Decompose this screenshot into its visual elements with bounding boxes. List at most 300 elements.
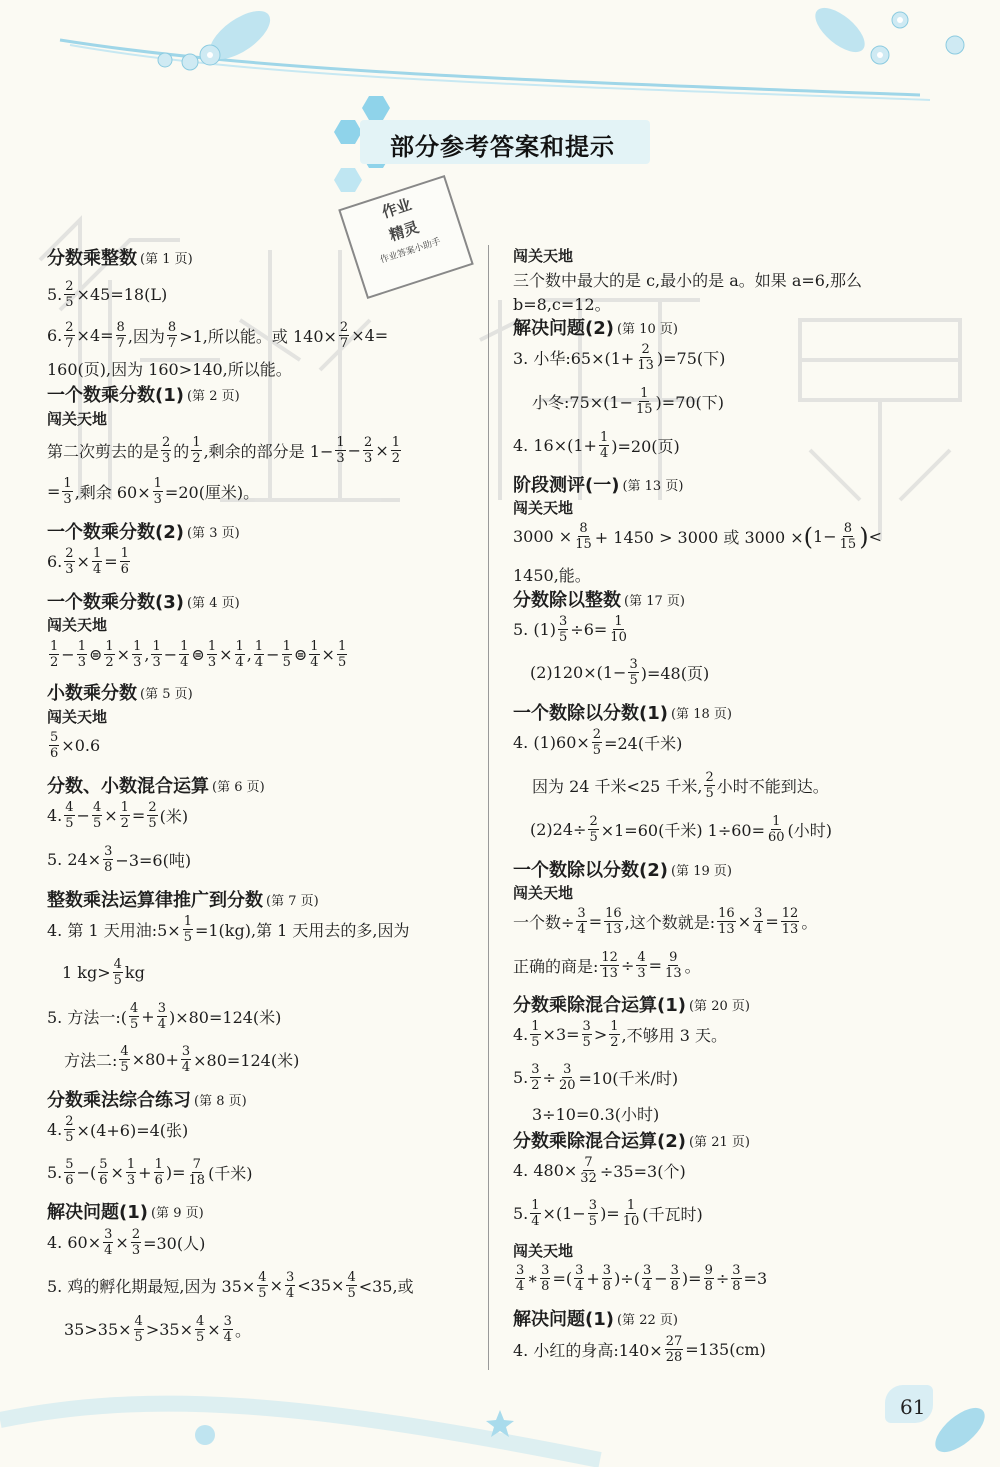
page-ref: (第 21 页): [688, 1134, 750, 1150]
text: >: [593, 1025, 608, 1044]
fraction: [609, 1019, 619, 1050]
denominator: 3: [77, 655, 86, 670]
text: ⊜: [191, 645, 205, 664]
text: ⊜: [88, 645, 103, 664]
subheading: 闯关天地: [513, 1242, 574, 1260]
fraction: [103, 844, 113, 875]
page-ref: (第 20 页): [688, 998, 750, 1014]
text: ×(1−: [542, 1204, 586, 1223]
text: 4. (1)60×: [513, 733, 590, 752]
answer-line: [513, 906, 817, 937]
denominator: 4: [516, 1279, 525, 1294]
text: −: [266, 645, 280, 664]
text: ,这个数就是:: [624, 913, 716, 932]
denominator: 2: [391, 451, 401, 466]
subheading: 闯关天地: [47, 708, 108, 726]
fraction: [781, 906, 800, 937]
text: 4. 第 1 天用油:5×: [47, 921, 181, 940]
answer-line: [62, 957, 145, 988]
text: −: [61, 645, 75, 664]
text: ×: [737, 912, 752, 931]
page-ref: (第 13 页): [622, 478, 684, 494]
denominator: 8: [104, 860, 113, 875]
fraction: [103, 1227, 113, 1258]
fraction: [49, 730, 59, 761]
section-title: 分数乘法综合练习: [47, 1090, 191, 1111]
page-ref: (第 19 页): [670, 863, 732, 879]
answer-line: [513, 950, 701, 981]
answer-line: [47, 435, 403, 466]
numerator: 1: [105, 639, 114, 654]
text: =3: [743, 1269, 768, 1288]
answer-line: [47, 639, 349, 670]
denominator: 32: [580, 1171, 597, 1186]
fraction: [363, 435, 373, 466]
fraction: [642, 1263, 652, 1294]
page-ref: (第 4 页): [186, 595, 240, 611]
section-title: 小数乘分数: [47, 683, 137, 704]
text: ,剩余的部分是 1−: [203, 442, 334, 461]
fraction: [574, 521, 593, 552]
section-heading: [513, 1305, 678, 1331]
numerator: 3: [559, 614, 568, 629]
text: =30(人): [143, 1234, 206, 1253]
text: ×: [76, 552, 90, 571]
denominator: 5: [130, 1017, 139, 1032]
section-title: 分数除以整数: [513, 590, 621, 611]
denominator: 7: [167, 336, 177, 351]
answer-line: [47, 730, 100, 761]
numerator: 3: [563, 1062, 572, 1077]
numerator: 3: [541, 1263, 550, 1278]
text: )=: [600, 1204, 620, 1223]
text: ×0.6: [61, 736, 101, 755]
text: 5. 鸡的孵化期最短,因为 35×: [47, 1277, 256, 1296]
numerator: 2: [364, 435, 373, 450]
fraction: [154, 1157, 164, 1188]
denominator: 3: [133, 655, 142, 670]
text: 5. 方法一:(: [47, 1008, 127, 1027]
section-title: 一个数乘分数(2): [47, 522, 184, 543]
numerator: 3: [582, 1019, 591, 1034]
denominator: 5: [282, 655, 291, 670]
denominator: 3: [637, 966, 646, 981]
section-heading: [47, 679, 193, 705]
text: ×: [375, 441, 389, 460]
text: ×1=60(千米) 1÷60=: [600, 821, 765, 840]
text: ÷: [715, 1269, 730, 1288]
denominator: 15: [636, 402, 653, 417]
answer-line: [64, 1314, 251, 1345]
denominator: 3: [63, 492, 72, 507]
fraction: [161, 435, 171, 466]
numerator: 2: [339, 320, 349, 335]
numerator: 4: [258, 1270, 267, 1285]
numerator: 3: [754, 906, 763, 921]
section-title: 分数乘除混合运算(2): [513, 1131, 686, 1152]
section-heading: [47, 518, 240, 544]
denominator: 13: [605, 922, 622, 937]
text: 小冬:75×(1−: [532, 393, 633, 412]
denominator: 5: [120, 1060, 129, 1075]
fraction: [670, 1263, 680, 1294]
section-heading: [513, 314, 678, 340]
numerator: 1: [152, 639, 161, 654]
denominator: 8: [602, 1279, 612, 1294]
numerator: 1: [120, 546, 129, 561]
fraction: [64, 1157, 74, 1188]
section-title: 分数乘除混合运算(1): [513, 995, 686, 1016]
denominator: 3: [153, 492, 162, 507]
page-number: 61: [900, 1395, 926, 1419]
answer-line: [47, 1227, 205, 1258]
fraction: [104, 639, 114, 670]
denominator: 4: [180, 655, 189, 670]
numerator: 3: [181, 1044, 191, 1059]
answer-line: [513, 1263, 767, 1294]
numerator: 1: [207, 639, 217, 654]
column-divider: [488, 245, 489, 1370]
denominator: 13: [601, 966, 618, 981]
text: kg: [124, 963, 145, 982]
text: ,剩余 60×: [74, 483, 151, 502]
denominator: 4: [181, 1060, 191, 1075]
denominator: 6: [154, 1173, 163, 1188]
text: (千米): [208, 1164, 253, 1183]
text: (2)120×(1−: [530, 663, 627, 682]
text: =10(千米/时): [578, 1069, 679, 1088]
answer-line: [47, 476, 259, 507]
page-ref: (第 18 页): [670, 706, 732, 722]
fraction: [181, 1044, 191, 1075]
section-title: 整数乘法运算律推广到分数: [47, 890, 263, 911]
fraction: [636, 342, 655, 373]
text: ×4=: [76, 326, 114, 345]
denominator: 28: [665, 1350, 683, 1365]
page-ref: (第 22 页): [616, 1312, 678, 1328]
denominator: 18: [188, 1173, 206, 1188]
page-ref: (第 10 页): [616, 321, 678, 337]
section-heading: [513, 856, 732, 882]
numerator: 4: [92, 800, 102, 815]
numerator: 2: [65, 546, 74, 561]
fraction: [753, 906, 763, 937]
section-heading: [513, 586, 685, 612]
denominator: 5: [65, 295, 74, 310]
text: ×80+: [131, 1050, 179, 1069]
numerator: 9: [704, 1263, 713, 1278]
text: ÷: [620, 956, 635, 975]
page-ref: (第 5 页): [140, 686, 193, 702]
section-title: 解决问题(1): [513, 1309, 614, 1330]
answer-line: [532, 770, 829, 801]
fraction: [600, 950, 619, 981]
fraction: [129, 1001, 139, 1032]
numerator: 16: [605, 906, 622, 921]
denominator: 2: [531, 1078, 540, 1093]
text: ÷: [542, 1068, 556, 1087]
fraction: [576, 906, 586, 937]
denominator: 4: [310, 655, 319, 670]
text: ÷35=3(个): [599, 1162, 686, 1181]
numerator: 3: [157, 1001, 166, 1016]
denominator: 3: [207, 655, 217, 670]
text: 4.: [47, 1120, 63, 1139]
denominator: 8: [541, 1279, 550, 1294]
answer-line: [47, 1114, 188, 1145]
fraction: [588, 814, 598, 845]
denominator: 5: [592, 743, 602, 758]
section-title: 阶段测评(一): [513, 475, 620, 496]
fraction: [558, 614, 568, 645]
denominator: 5: [195, 1330, 205, 1345]
fraction: [717, 906, 736, 937]
section-title: 分数、小数混合运算: [47, 776, 209, 797]
numerator: 2: [705, 770, 714, 785]
numerator: 1: [92, 546, 102, 561]
numerator: 1: [235, 639, 244, 654]
section-heading: [47, 244, 193, 270]
fraction: [167, 320, 177, 351]
denominator: 5: [148, 816, 157, 831]
denominator: 4: [754, 922, 763, 937]
text: 4. 16×(1+: [513, 436, 597, 455]
numerator: 1: [63, 476, 72, 491]
text: −(: [76, 1163, 97, 1182]
subheading: 闯关天地: [47, 410, 108, 428]
numerator: 1: [77, 639, 86, 654]
text: =: [765, 912, 779, 931]
text: ×: [110, 1163, 124, 1182]
numerator: 1: [126, 1157, 136, 1172]
answer-line: [530, 657, 709, 688]
page-ref: (第 3 页): [186, 525, 240, 541]
answer-line: [513, 1198, 703, 1229]
text: =: [588, 912, 603, 931]
text: ×4=: [351, 326, 389, 345]
numerator: 3: [577, 906, 586, 921]
fraction: [622, 1198, 641, 1229]
text: −: [163, 645, 178, 664]
numerator: 1: [626, 1198, 636, 1213]
numerator: 2: [131, 1227, 141, 1242]
fraction: [98, 1157, 108, 1188]
answer-line: [532, 386, 724, 417]
numerator: 7: [584, 1155, 593, 1170]
denominator: 2: [610, 1035, 619, 1050]
section-heading: [47, 1198, 204, 1224]
fraction: [391, 435, 401, 466]
answer-line: [513, 727, 682, 758]
fraction: [223, 1314, 233, 1345]
denominator: 4: [531, 1214, 540, 1229]
fraction: [346, 1270, 356, 1301]
text: =20(厘米)。: [164, 483, 260, 502]
text: ×: [321, 645, 335, 664]
numerator: 3: [104, 844, 113, 859]
answer-line: [513, 342, 725, 373]
numerator: 8: [579, 521, 588, 536]
denominator: 4: [104, 1243, 113, 1258]
numerator: 1: [336, 435, 345, 450]
text: (2)24÷: [530, 820, 587, 839]
text: =: [47, 482, 61, 501]
fraction: [530, 1062, 540, 1093]
denominator: 4: [577, 922, 586, 937]
text: =: [131, 806, 146, 825]
denominator: 15: [575, 537, 592, 552]
fraction: [579, 1155, 598, 1186]
fraction: [126, 1157, 136, 1188]
text: 4. 小红的身高:140×: [513, 1341, 663, 1360]
numerator: 3: [285, 1270, 295, 1285]
hexagon-decoration: [334, 120, 362, 144]
denominator: 5: [337, 655, 347, 670]
text: 4.: [47, 806, 63, 825]
numerator: 8: [116, 320, 125, 335]
section-heading: [513, 991, 750, 1017]
text: )÷(: [614, 1269, 640, 1288]
denominator: 4: [223, 1330, 232, 1345]
numerator: 5: [65, 1157, 74, 1172]
numerator: 3: [588, 1198, 598, 1213]
numerator: 3: [629, 657, 638, 672]
fraction: [131, 1227, 141, 1258]
numerator: 1: [254, 639, 264, 654]
fraction: [132, 639, 142, 670]
answer-line: 160(页),因为 160>140,所以能。: [47, 360, 292, 379]
stamp-line2: 精灵: [387, 218, 422, 245]
numerator: 1: [640, 386, 649, 401]
numerator: 8: [167, 320, 177, 335]
text: −: [76, 806, 90, 825]
denominator: 3: [126, 1173, 136, 1188]
numerator: 9: [669, 950, 678, 965]
fraction: [582, 1019, 592, 1050]
text: =: [648, 956, 663, 975]
denominator: 5: [589, 830, 598, 845]
fraction: [120, 800, 130, 831]
answer-line: [513, 614, 630, 645]
right-paren: ): [859, 522, 869, 551]
fraction: [540, 1263, 550, 1294]
answer-line: [47, 1001, 281, 1032]
fraction: [195, 1314, 205, 1345]
denominator: 6: [120, 562, 129, 577]
answer-line: [47, 1270, 414, 1301]
denominator: 4: [92, 562, 102, 577]
text: 因为 24 千米<25 千米,: [532, 777, 703, 796]
text: +: [141, 1007, 155, 1026]
denominator: 3: [162, 451, 171, 466]
fraction: [602, 1263, 612, 1294]
denominator: 5: [531, 1035, 540, 1050]
stamp-line3: 作业答案小助手: [379, 236, 443, 266]
page-ref: (第 17 页): [624, 593, 685, 609]
denominator: 4: [642, 1279, 652, 1294]
numerator: 3: [223, 1314, 232, 1329]
answer-line: 3÷10=0.3(小时): [532, 1105, 660, 1124]
page-ref: (第 8 页): [194, 1093, 247, 1109]
fraction: [113, 957, 123, 988]
answer-line: [47, 279, 167, 310]
denominator: 4: [285, 1286, 295, 1301]
section-title: 一个数乘分数(1): [47, 385, 184, 406]
answer-line: b=8,c=12。: [513, 295, 611, 314]
fraction: [335, 435, 345, 466]
text: 。: [801, 913, 818, 932]
denominator: 13: [718, 922, 735, 937]
denominator: 4: [575, 1279, 584, 1294]
page-title: 部分参考答案和提示: [390, 133, 615, 161]
denominator: 13: [637, 358, 654, 373]
text: 4.: [513, 1025, 529, 1044]
top-floral-decoration: [0, 0, 1000, 120]
section-title: 解决问题(1): [47, 1202, 148, 1223]
denominator: 5: [705, 786, 714, 801]
answer-line: [530, 814, 832, 845]
denominator: 3: [336, 451, 345, 466]
fraction: [64, 1114, 74, 1145]
numerator: 1: [153, 476, 162, 491]
text: 3. 小华:65×(1+: [513, 349, 635, 368]
fraction: [64, 320, 74, 351]
text: <35×: [297, 1276, 345, 1295]
denominator: 5: [92, 816, 102, 831]
denominator: 7: [116, 336, 125, 351]
page-ref: (第 1 页): [140, 251, 193, 267]
fraction: [254, 639, 264, 670]
text: )=: [165, 1163, 186, 1182]
text: (小时): [787, 821, 833, 840]
numerator: 5: [99, 1157, 108, 1172]
subheading: 闯关天地: [47, 616, 108, 634]
answer-line: [47, 844, 191, 875]
text: 。: [684, 957, 701, 976]
left-paren: (: [803, 522, 814, 551]
fraction: [77, 639, 87, 670]
subheading: 闯关天地: [513, 884, 574, 902]
fraction: [235, 639, 245, 670]
bottom-floral-decoration: [0, 1370, 1000, 1467]
text: )=70(下): [655, 393, 725, 412]
numerator: 4: [65, 800, 74, 815]
text: ×80=124(米): [193, 1051, 300, 1070]
fraction: [64, 546, 74, 577]
answer-line: [47, 914, 410, 945]
page-ref: (第 9 页): [150, 1205, 204, 1221]
text: <: [868, 527, 882, 546]
text: ,: [144, 645, 150, 664]
denominator: 8: [670, 1279, 679, 1294]
text: ,因为: [127, 327, 165, 346]
numerator: 4: [134, 1314, 143, 1329]
numerator: 5: [50, 730, 59, 745]
numerator: 2: [65, 320, 74, 335]
fraction: [704, 770, 714, 801]
numerator: 1: [50, 639, 59, 654]
subheading: 闯关天地: [513, 247, 574, 265]
answer-line: [513, 1019, 727, 1050]
numerator: 1: [772, 814, 781, 829]
fraction: [64, 800, 74, 831]
text: =1(kg),第 1 天用去的多,因为: [194, 921, 410, 940]
numerator: 1: [610, 1019, 619, 1034]
denominator: 20: [558, 1078, 576, 1093]
answer-line: [513, 1155, 686, 1186]
text: 第二次剪去的是: [47, 442, 160, 461]
numerator: 2: [148, 800, 157, 815]
